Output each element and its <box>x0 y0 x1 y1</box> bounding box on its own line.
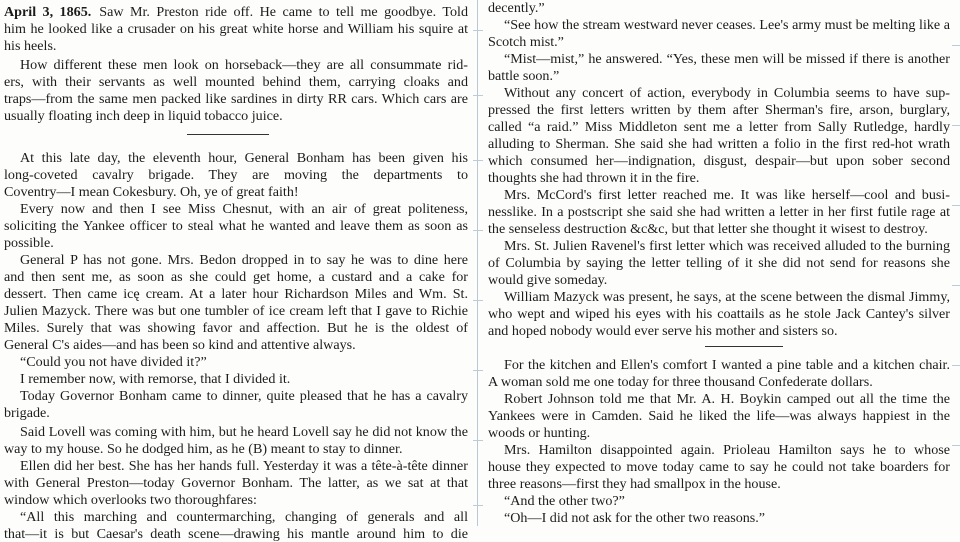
gutter-tick <box>473 300 483 301</box>
text-line: William Mazyck was present, he says, at the scene between the dismal Jimmy, <box>504 289 950 305</box>
text-line: “All this marching and countermarching, changing of generals and all <box>20 509 468 525</box>
text-line: that—it is but Caesar's death scene—drawing his mantle around him to die <box>4 526 468 542</box>
edge-tick <box>952 365 960 366</box>
text-line: called “a raid.” Miss Middleton sent me a letter from Sally Rutledge, hardly <box>488 119 950 135</box>
text-line: Mrs. Hamilton disappointed again. Prioleau Hamilton says he to whose <box>504 442 950 458</box>
text-line: “See how the stream westward never ceases. Lee's army must be melting like a <box>504 17 950 33</box>
gutter-tick <box>473 160 483 161</box>
text-line: How different these men look on horseback—they are all consummate rid- <box>20 57 468 73</box>
text-line: brigade. <box>4 405 50 421</box>
text-line: I remember now, with remorse, that I divided it. <box>20 371 291 387</box>
text-line: General P has not gone. Mrs. Bedon dropped in to say he was to dine here <box>20 252 468 268</box>
section-divider <box>187 134 269 135</box>
text-line: General C's aides—and has been so kind and attentive always. <box>4 337 356 353</box>
text-line: “Mist—mist,” he answered. “Yes, these men will be missed if there is another <box>504 51 950 67</box>
text-line: Scotch mist.” <box>488 34 564 50</box>
gutter-tick <box>473 95 483 96</box>
edge-tick <box>952 285 960 286</box>
text-line: long-coveted cavalry brigade. They are moving the departments to <box>4 167 468 183</box>
text-line: Every now and then I see Miss Chesnut, with an air of great politeness, <box>20 201 468 217</box>
text-line: A woman sold me one today for three thousand Confederate dollars. <box>488 374 873 390</box>
text-line: alluding to Sherman. She said she had written a folio in the first red-hot wrath <box>488 136 950 152</box>
text-line: thoughts she had thrown it in the fire. <box>488 170 700 186</box>
edge-tick <box>952 445 960 446</box>
gutter-tick <box>473 230 483 231</box>
text-line: At this late day, the eleventh hour, General Bonham has been given his <box>20 150 468 166</box>
section-divider <box>705 346 783 347</box>
gutter-tick <box>473 505 483 506</box>
text-line: way to my house. So he dodged him, as he (B) meant to stay to dinner. <box>4 441 403 457</box>
gutter-tick <box>473 370 483 371</box>
page-gutter <box>473 0 483 526</box>
text-line: Miles. Surely that was showing favor and affection. But he is the oldest of <box>4 320 468 336</box>
text-line: usually floating inch deep in liquid tobacco juice. <box>4 108 283 124</box>
text-line: Mrs. St. Julien Ravenel's first letter which was received alluded to the burning <box>504 238 950 254</box>
text-line: decently.” <box>488 0 545 16</box>
text-line: Julien Mazyck. There was but one tumbler of ice cream left that I gave to Richie <box>4 303 468 319</box>
text-line: of Columbia by saying the letter telling of it she did not send for reasons she <box>488 255 950 271</box>
entry-date: April 3, 1865. <box>4 4 92 20</box>
gutter-line <box>477 0 478 526</box>
text-line: For the kitchen and Ellen's comfort I wanted a pine table and a kitchen chair. <box>504 357 950 373</box>
text-line: traps—from the same men packed like sardines in dirty RR cars. Which cars are <box>4 91 468 107</box>
text-line: “Could you not have divided it?” <box>20 354 207 370</box>
text-line: Said Lovell was coming with him, but he heard Lovell say he did not know the <box>20 424 468 440</box>
text-line: house they expected to move today came to say he could not take boarders for <box>488 459 950 475</box>
text-line: Yankees were in Camden. Said he liked the life—was always happiest in the <box>488 408 950 424</box>
text-line: woods or hunting. <box>488 425 591 441</box>
gutter-tick <box>473 30 483 31</box>
edge-tick <box>952 45 960 46</box>
text-line: “And the other two?” <box>504 493 625 509</box>
text-line: battle soon.” <box>488 68 560 84</box>
text-line: Mrs. McCord's first letter reached me. It was like herself—cool and busi- <box>504 187 950 203</box>
text-line: nesslike. In a postscript she said she had written a letter in her first futile rage at <box>488 204 950 220</box>
text-line: ers, with their servants as well mounted behind them, carrying cloaks and <box>4 74 468 90</box>
page-edge-marks <box>952 0 960 526</box>
text-line: and hoped nobody would ever serve his mother and sisters so. <box>488 323 838 339</box>
text-line: Today Governor Bonham came to dinner, quite pleased that he has a cavalry <box>20 388 468 404</box>
text-line: Without any concert of action, everybody in Columbia seems to have sup- <box>504 85 950 101</box>
text-line: “Oh—I did not ask for the other two reasons.” <box>504 510 766 526</box>
text-line: who wept and wiped his eyes with his coattails as he stole Jack Cantey's silver <box>488 306 950 322</box>
text-line: with General Preston—today Governor Bonham. The latter, as we sat at that <box>4 475 468 491</box>
text-line: April 3, 1865. Saw Mr. Preston ride off. He came to tell me goodbye. Told <box>4 4 468 20</box>
text-line: which consumed her—indignation, disgust, despair—but upon sober second <box>488 153 950 169</box>
text-line: window which overlooks two thoroughfares: <box>4 492 257 508</box>
gutter-tick <box>473 440 483 441</box>
text-line: possible. <box>4 235 54 251</box>
text-line: Ellen did her best. She has her hands full. Yesterday it was a tête-à-tête dinner <box>20 458 468 474</box>
text-line: the senseless destruction &c&c, but that letter she thought it wisest to destroy. <box>488 221 928 237</box>
text-line: three reasons—first they had smallpox in the house. <box>488 476 781 492</box>
edge-tick <box>952 205 960 206</box>
edge-tick <box>952 125 960 126</box>
text-line: Robert Johnson told me that Mr. A. H. Boykin camped out all the time the <box>504 391 950 407</box>
text-line: soliciting the Yankee officer to steal what he wanted and leave them as soon as <box>4 218 468 234</box>
text-line: his heels. <box>4 38 57 54</box>
text-line: pressed the first letters written by them after Sherman's fire, arson, burglary, <box>488 102 950 118</box>
text-line: would give someday. <box>488 272 608 288</box>
text-line: and then sent me, as soon as she could get home, a custard and a cake for <box>4 269 468 285</box>
text-line: him he looked like a crusader on his great white horse and William his squire at <box>4 21 468 37</box>
text-line: Coventry—I mean Cokesbury. Oh, ye of great faith! <box>4 184 299 200</box>
text-line: dessert. Then came icę cream. At a later hour Richardson Miles and Wm. St. <box>4 286 468 302</box>
